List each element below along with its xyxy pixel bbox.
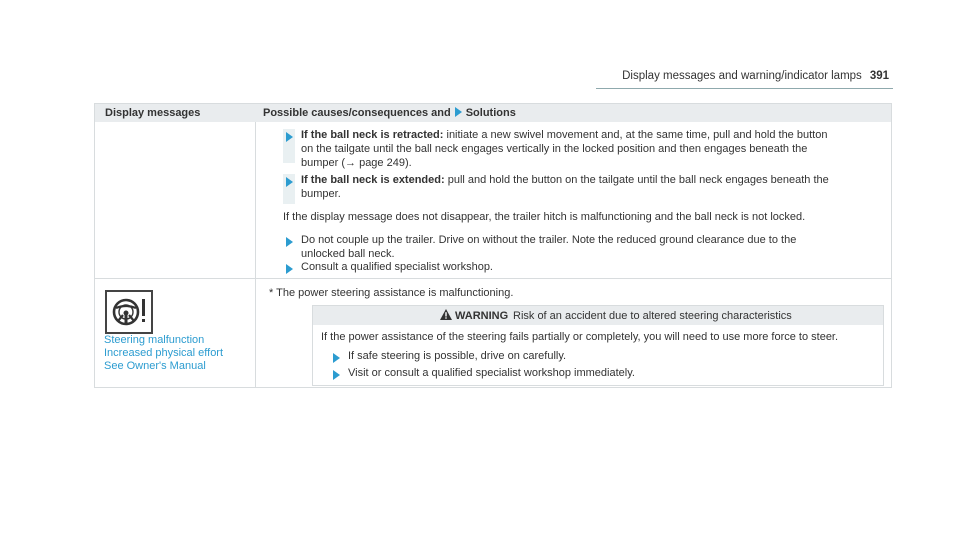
- steering-wheel-warning-icon: [105, 290, 153, 334]
- warning-title: WARNING: [455, 310, 509, 322]
- step-arrow-icon: [286, 177, 293, 187]
- step-extended-line2: bumper.: [301, 188, 341, 200]
- label-increased-effort: Increased physical effort: [104, 347, 224, 359]
- step-drive-carefully: If safe steering is possible, drive on carefully.: [348, 350, 567, 362]
- step-arrow-icon: [333, 353, 340, 363]
- step-retracted-line2: on the tailgate until the ball neck engages vertically in the locked position and then engages beneath the: [301, 143, 808, 155]
- running-head: [622, 70, 889, 82]
- col-causes-header: [263, 107, 516, 119]
- col-solutions-label: Solutions: [465, 107, 516, 119]
- label-steering-malfunction: Steering malfunction: [104, 334, 205, 346]
- column-divider: [255, 122, 256, 387]
- table-header: [95, 104, 891, 122]
- step-consult-workshop: Consult a qualified specialist workshop.: [301, 261, 493, 273]
- warning-box: [312, 305, 884, 386]
- cause-text: * The power steering assistance is malfunctioning.: [269, 287, 514, 299]
- step-arrow-icon: [333, 370, 340, 380]
- step-retracted-line3: bumper (→ page 249).: [301, 157, 412, 169]
- step-arrow-icon: [286, 132, 293, 142]
- warning-subtitle: Risk of an accident due to altered steering characteristics: [513, 310, 792, 322]
- col-display-messages-header: Display messages: [105, 107, 201, 119]
- messages-table: [94, 103, 892, 388]
- step-retracted-label: If the ball neck is retracted:: [301, 129, 444, 141]
- label-see-manual: See Owner's Manual: [104, 360, 206, 372]
- step-extended-text: pull and hold the button on the tailgate until the ball neck engages beneath the: [447, 174, 829, 186]
- col-causes-label: Possible causes/consequences and: [263, 107, 451, 119]
- warning-header: [313, 306, 883, 325]
- warning-text: If the power assistance of the steering fails partially or completely, you will need to use more force to steer.: [321, 331, 839, 343]
- step-visit-workshop: Visit or consult a qualified specialist workshop immediately.: [348, 367, 635, 379]
- step-retracted: [301, 128, 827, 143]
- step-arrow-icon: [286, 237, 293, 247]
- step-extended: [301, 173, 829, 188]
- running-head-title: Display messages and warning/indicator lamps: [622, 70, 862, 82]
- page-number: 391: [869, 70, 889, 82]
- steering-wheel-icon: [107, 292, 151, 332]
- step-do-not-couple-line2: unlocked ball neck.: [301, 248, 395, 260]
- step-extended-label: If the ball neck is extended:: [301, 174, 445, 186]
- header-rule: [596, 88, 893, 89]
- malfunction-note: If the display message does not disappear, the trailer hitch is malfunctioning and the ball neck is not locked.: [283, 211, 806, 223]
- step-retracted-text: initiate a new swivel movement and, at the same time, pull and hold the button: [446, 129, 828, 141]
- warning-triangle-icon: [440, 309, 452, 320]
- step-arrow-icon: [286, 264, 293, 274]
- step-do-not-couple: Do not couple up the trailer. Drive on without the trailer. Note the reduced ground clearance due to the: [301, 234, 797, 246]
- arrow-icon: [455, 107, 462, 117]
- row-divider: [95, 278, 891, 279]
